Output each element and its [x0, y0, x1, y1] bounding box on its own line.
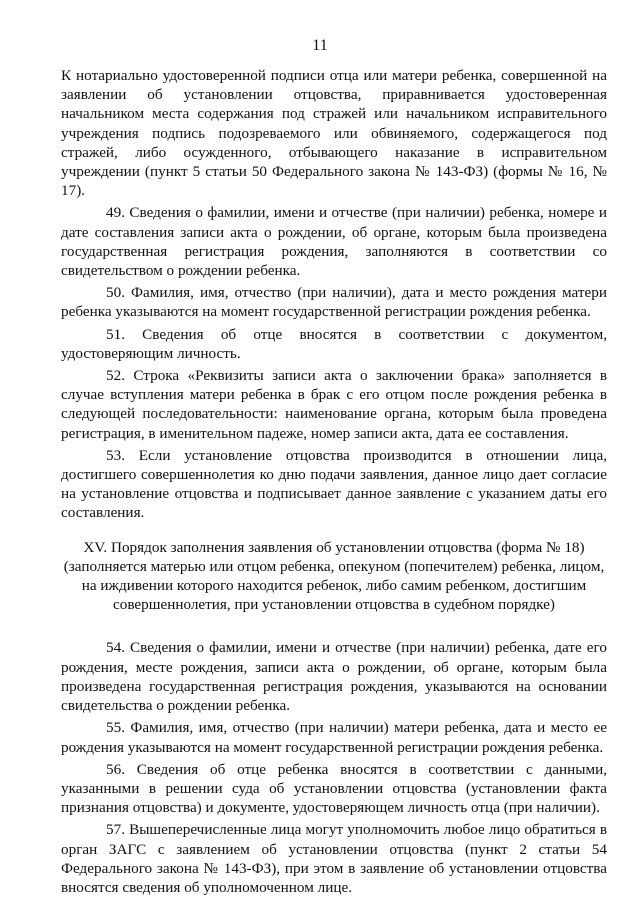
section-heading-title: XV. Порядок заполнения заявления об установлении отцовства (форма № 18): [83, 538, 585, 556]
page-number: 11: [312, 37, 328, 54]
paragraph-continuation: К нотариально удостоверенной подписи отца или матери ребенка, совершенной на заявлении об установлении отцовства, приравнивается удостоверенная начальником места содержания под стражей или начальником исправительного учреждения подпись подозреваемого или обвиняемого, содержащегося под стражей, либо осужденного, отбывающего наказание в исправительном учреждении (пункт 5 статьи 50 Федерального закона № 143-ФЗ) (формы № 16, № 17).: [61, 67, 607, 200]
section-heading: [61, 538, 607, 615]
document-body: [61, 66, 607, 900]
paragraph-56: 56. Сведения об отце ребенка вносятся в соответствии с данными, указанными в решении суда об установлении отцовства (установлении факта признания отцовства) и документе, удостоверяющем личность отца (при наличии).: [61, 760, 607, 817]
paragraph-57: 57. Вышеперечисленные лица могут уполномочить любое лицо обратиться в орган ЗАГС с заявлением об установлении отцовства (пункт 2 статьи 54 Федерального закона № 143-ФЗ), при этом в заявление об установлении отцовства вносятся сведения об уполномоченном лице.: [61, 821, 607, 896]
paragraph-49: 49. Сведения о фамилии, имени и отчестве (при наличии) ребенка, номере и дате составления записи акта о рождении, об органе, которым была произведена государственная регистрация рождения, заполняются в соответствии со свидетельством о рождении ребенка.: [61, 204, 607, 280]
section-heading-line: на иждивении которого находится ребенок, либо самим ребенком, достигшим: [81, 577, 587, 595]
section-heading-line: совершеннолетия, при установлении отцовства в судебном порядке): [113, 596, 555, 614]
paragraph-53: 53. Если установление отцовства производится в отношении лица, достигшего совершеннолетия ко дню подачи заявления, данное лицо дает согласие на установление отцовства и подписывает данное заявление с указанием даты его составления.: [61, 446, 607, 522]
paragraph-51: 51. Сведения об отце вносятся в соответствии с документом, удостоверяющим личность.: [61, 325, 607, 362]
paragraph-52: 52. Строка «Реквизиты записи акта о заключении брака» заполняется в случае вступления матери ребенка в брак с его отцом после рождения ребенка в следующей последовательности: наименование органа, которым была проведена регистрация, в именительном падеже, номер записи акта, дата ее составления.: [61, 367, 607, 442]
paragraph-54: 54. Сведения о фамилии, имени и отчестве (при наличии) ребенка, дате его рождения, месте рождения, записи акта о рождении, об органе, которым была произведена государственная регистрация рождения, указываются на основании свидетельства о рождении ребенка.: [61, 639, 607, 715]
paragraph-55: 55. Фамилия, имя, отчество (при наличии) матери ребенка, дата и место ее рождения указываются на момент государственной регистрации рождения ребенка.: [61, 719, 607, 756]
paragraph-50: 50. Фамилия, имя, отчество (при наличии), дата и место рождения матери ребенка указываются на момент государственной регистрации рождения ребенка.: [61, 284, 607, 321]
section-heading-line: (заполняется матерью или отцом ребенка, опекуном (попечителем) ребенка, лицом,: [63, 557, 605, 575]
